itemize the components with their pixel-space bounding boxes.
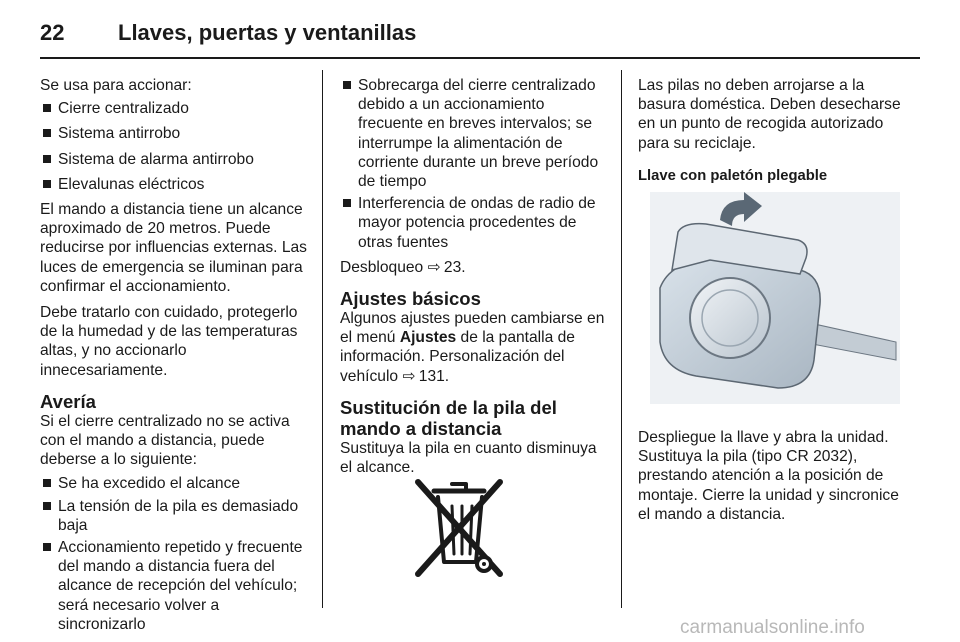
unlock-reference[interactable]: Desbloqueo ⇨ 23. bbox=[340, 258, 466, 276]
page-arrow-icon: ⇨ bbox=[427, 258, 441, 276]
column-divider-1 bbox=[322, 70, 323, 608]
page-arrow-icon: ⇨ bbox=[402, 367, 416, 385]
page-number: 22 bbox=[40, 20, 65, 45]
uses-intro: Se usa para accionar: bbox=[40, 77, 192, 94]
bullet-icon bbox=[43, 479, 51, 487]
fault-list bbox=[40, 474, 308, 634]
battery-heading: Sustitución de la pila del mando a distancia bbox=[340, 396, 557, 439]
bullet-icon bbox=[43, 129, 51, 137]
list-item: Interferencia de ondas de radio de mayor potencia procedentes de otras fuentes bbox=[340, 194, 610, 252]
list-item: Se ha excedido el alcance bbox=[40, 474, 308, 493]
list-item: Cierre centralizado bbox=[40, 99, 308, 118]
page-title: Llaves, puertas y ventanillas bbox=[118, 20, 417, 45]
disposal-paragraph: Las pilas no deben arrojarse a la basura doméstica. Deben desecharse en un punto de recogida autorizado para su reciclaje. bbox=[638, 77, 901, 152]
settings-menu-name: Ajustes bbox=[399, 329, 457, 347]
uses-list bbox=[40, 99, 308, 194]
list-item: Sistema antirrobo bbox=[40, 124, 308, 143]
battery-paragraph: Sustituya la pila en cuanto disminuya el alcance. bbox=[340, 439, 597, 477]
header-rule bbox=[40, 57, 920, 59]
fault-intro: Si el cierre centralizado no se activa con el mando a distancia, puede deberse a lo siguiente: bbox=[40, 412, 290, 469]
basic-settings-heading: Ajustes básicos bbox=[340, 288, 481, 310]
fault-list-continued bbox=[340, 76, 610, 252]
list-item: Accionamiento repetido y frecuente del mando a distancia fuera del alcance de recepción del vehículo; será necesario volver a sincronizarlo bbox=[40, 538, 308, 634]
column-divider-2 bbox=[621, 70, 622, 608]
list-item: Sistema de alarma antirrobo bbox=[40, 150, 308, 169]
page-header bbox=[40, 16, 920, 56]
bullet-icon bbox=[343, 199, 351, 207]
bullet-icon bbox=[43, 155, 51, 163]
list-item: Sobrecarga del cierre centralizado debido a un accionamiento frecuente en breves intervalos; se interrumpe la alimentación de corriente durante un breve período de tiempo bbox=[340, 76, 610, 191]
key-instructions: Despliegue la llave y abra la unidad. Sustituya la pila (tipo CR 2032), prestando atención a la posición de montaje. Cierre la unidad y sincronice el mando a distancia. bbox=[638, 429, 899, 523]
fault-heading: Avería bbox=[40, 390, 96, 412]
bullet-icon bbox=[43, 543, 51, 551]
basic-settings-paragraph: Algunos ajustes pueden cambiarse en el menú Ajustes de la pantalla de información. Personalización del vehículo ⇨ 131. bbox=[340, 310, 605, 385]
watermark: carmanualsonline.info bbox=[680, 617, 865, 638]
crossed-bin-icon bbox=[414, 478, 504, 582]
folding-key-illustration bbox=[650, 192, 900, 404]
list-item: La tensión de la pila es demasiado baja bbox=[40, 497, 308, 535]
bullet-icon bbox=[43, 180, 51, 188]
column-2 bbox=[340, 76, 610, 484]
list-item: Elevalunas eléctricos bbox=[40, 175, 308, 194]
bullet-icon bbox=[43, 104, 51, 112]
folding-key-heading: Llave con paletón plegable bbox=[638, 167, 828, 184]
care-paragraph: Debe tratarlo con cuidado, protegerlo de la humedad y de las temperaturas altas, y no accionarlo innecesariamente. bbox=[40, 304, 298, 379]
column-1 bbox=[40, 76, 308, 637]
range-paragraph: El mando a distancia tiene un alcance aproximado de 20 metros. Puede reducirse por influencias externas. Las luces de emergencia se iluminan para confirmar el accionamiento. bbox=[40, 201, 307, 295]
bullet-icon bbox=[343, 81, 351, 89]
bullet-icon bbox=[43, 502, 51, 510]
